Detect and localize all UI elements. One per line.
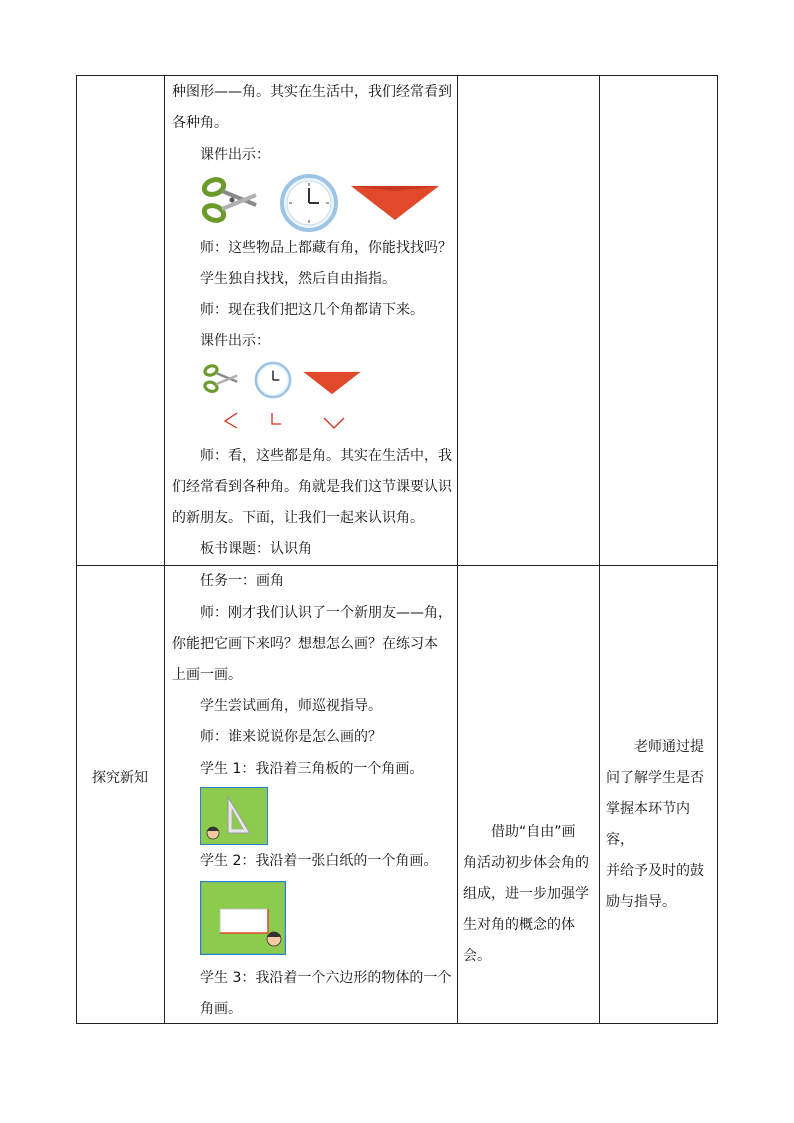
content-line: 的新朋友。下面，让我们一起来认识角。 [172, 510, 424, 526]
content-line: 学生 1：我沿着三角板的一个角画。 [200, 761, 424, 777]
red-scarf-image [349, 183, 441, 223]
notes-line: 问了解学生是否 [606, 770, 704, 786]
teaching-notes [606, 732, 716, 918]
table-border-bottom [76, 1023, 718, 1024]
content-line: 板书课题：认识角 [200, 541, 312, 557]
content-line: 任务一：画角 [200, 573, 284, 589]
content-line: 师：刚才我们认识了一个新朋友——角， [200, 605, 452, 621]
content-line: 师：看，这些都是角。其实在生活中，我 [200, 448, 452, 464]
intent-line: 生对角的概念的体会。 [463, 917, 575, 964]
content-line: 学生独自找找，然后自由指指。 [200, 271, 396, 287]
design-intent [463, 817, 597, 972]
content-line: 上画一画。 [172, 667, 242, 683]
content-line: 角画。 [200, 1001, 242, 1017]
content-line: 各种角。 [172, 115, 228, 131]
notes-line: 并给予及时的鼓 [606, 863, 704, 879]
column-divider-3 [599, 75, 600, 1024]
notes-line: 掌握本环节内容， [606, 801, 690, 848]
scissors-image [200, 175, 260, 223]
intent-line: 组成，进一步加强学 [463, 886, 589, 902]
notes-line: 励与指导。 [606, 894, 676, 910]
angle-shape-3 [322, 415, 346, 431]
content-line: 学生尝试画角，师巡视指导。 [200, 698, 382, 714]
intent-line: 借助“自由”画 [491, 824, 576, 840]
scissors-image-small [202, 363, 240, 393]
column-divider-1 [164, 75, 165, 1024]
white-paper-image [200, 881, 286, 955]
angle-shape-2 [269, 411, 283, 427]
lesson-table [76, 75, 718, 1024]
content-line: 课件出示： [200, 333, 270, 349]
table-border-right [717, 75, 718, 1024]
content-line: 种图形——角。其实在生活中，我们经常看到 [172, 84, 452, 100]
notes-line: 老师通过提 [634, 739, 704, 755]
row-divider [76, 565, 718, 566]
content-line: 师：谁来说说你是怎么画的？ [200, 729, 382, 745]
content-line: 学生 2：我沿着一张白纸的一个角画。 [200, 853, 438, 869]
table-border-left [76, 75, 77, 1024]
column-divider-2 [457, 75, 458, 1024]
triangle-ruler-image [200, 787, 268, 845]
intent-line: 角活动初步体会角的 [463, 855, 589, 871]
content-line: 师：这些物品上都藏有角，你能找找吗？ [200, 240, 452, 256]
content-line: 你能把它画下来吗？想想怎么画？在练习本 [172, 636, 438, 652]
table-border-top [76, 75, 718, 76]
red-scarf-image-small [302, 369, 362, 397]
clock-image [279, 173, 339, 233]
angle-shape-1 [222, 411, 240, 431]
content-line: 师：现在我们把这几个角都请下来。 [200, 302, 424, 318]
section-label: 探究新知 [92, 770, 148, 786]
clock-image-small [254, 361, 292, 399]
content-line: 们经常看到各种角。角就是我们这节课要认识 [172, 479, 452, 495]
content-line: 学生 3：我沿着一个六边形的物体的一个 [200, 970, 452, 986]
content-line: 课件出示： [200, 147, 270, 163]
